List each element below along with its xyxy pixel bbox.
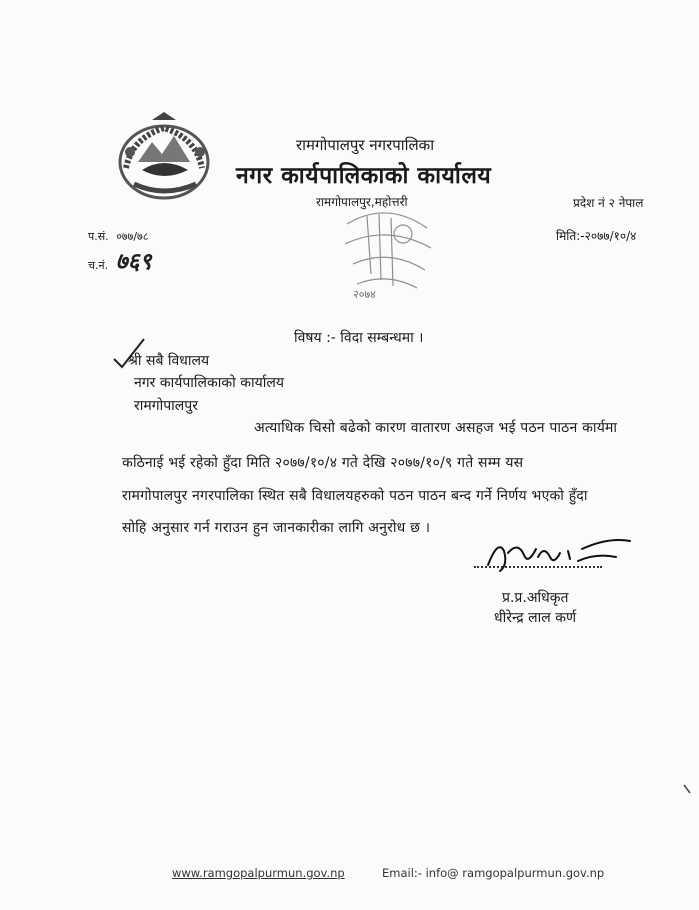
nepal-emblem-icon [112,112,216,206]
chalani-number [88,244,151,276]
footer-email: Email:- info@ ramgopalpurmun.gov.np [382,866,605,880]
signature-dotted-line [474,566,602,568]
letter-date: मिति:-२०७७/१०/४ [556,229,637,243]
scan-mark [682,784,692,794]
body-line-1: अत्याधिक चिसो बढेको कारण वातारण असहज भई पठन पाठन कार्यमा [254,420,618,436]
office-address: रामगोपालपुर,महोत्तरी [316,195,408,209]
body-line-4: सोहि अनुसार गर्न गराउन हुन जानकारीका लागि अनुरोध छ । [122,520,431,536]
patra-value: ०७७/७८ [116,230,149,243]
chalani-value: ७६९ [115,248,152,275]
signatory-title: प्र.प्र.अधिकृत [502,590,569,606]
body-line-3: रामगोपालपुर नगरपालिका स्थित सबै विधालयहरुको पठन पाठन बन्द गर्ने निर्णय भएको हुँदा [122,488,588,504]
recipient-line-3: रामगोपालपुर [134,398,198,414]
body-line-2: कठिनाई भई रहेको हुँदा मिति २०७७/१०/४ गते देखि २०७७/१०/९ गते सम्म यस [122,455,524,471]
chalani-label: च.नं. [88,259,109,272]
seal-year: २०७४ [353,288,376,301]
patra-sankhya [88,229,149,244]
signatory-name: धीरेन्द्र लाल कर्ण [494,610,577,626]
footer-website-link[interactable]: www.ramgopalpurmun.gov.np [172,866,345,880]
patra-label: प.सं. [88,230,109,243]
province-label: प्रदेश नं २ नेपाल [573,196,644,210]
office-title: नगर कार्यपालिकाको कार्यालय [236,163,492,189]
recipient-line-1: श्री सबै विधालय [128,353,210,369]
recipient-line-2: नगर कार्यपालिकाको कार्यालय [134,375,284,391]
subject-line: विषय :- विदा सम्बन्धमा । [294,330,424,346]
office-seal-icon [327,204,449,306]
municipality-name: रामगोपालपुर नगरपालिका [296,136,435,154]
